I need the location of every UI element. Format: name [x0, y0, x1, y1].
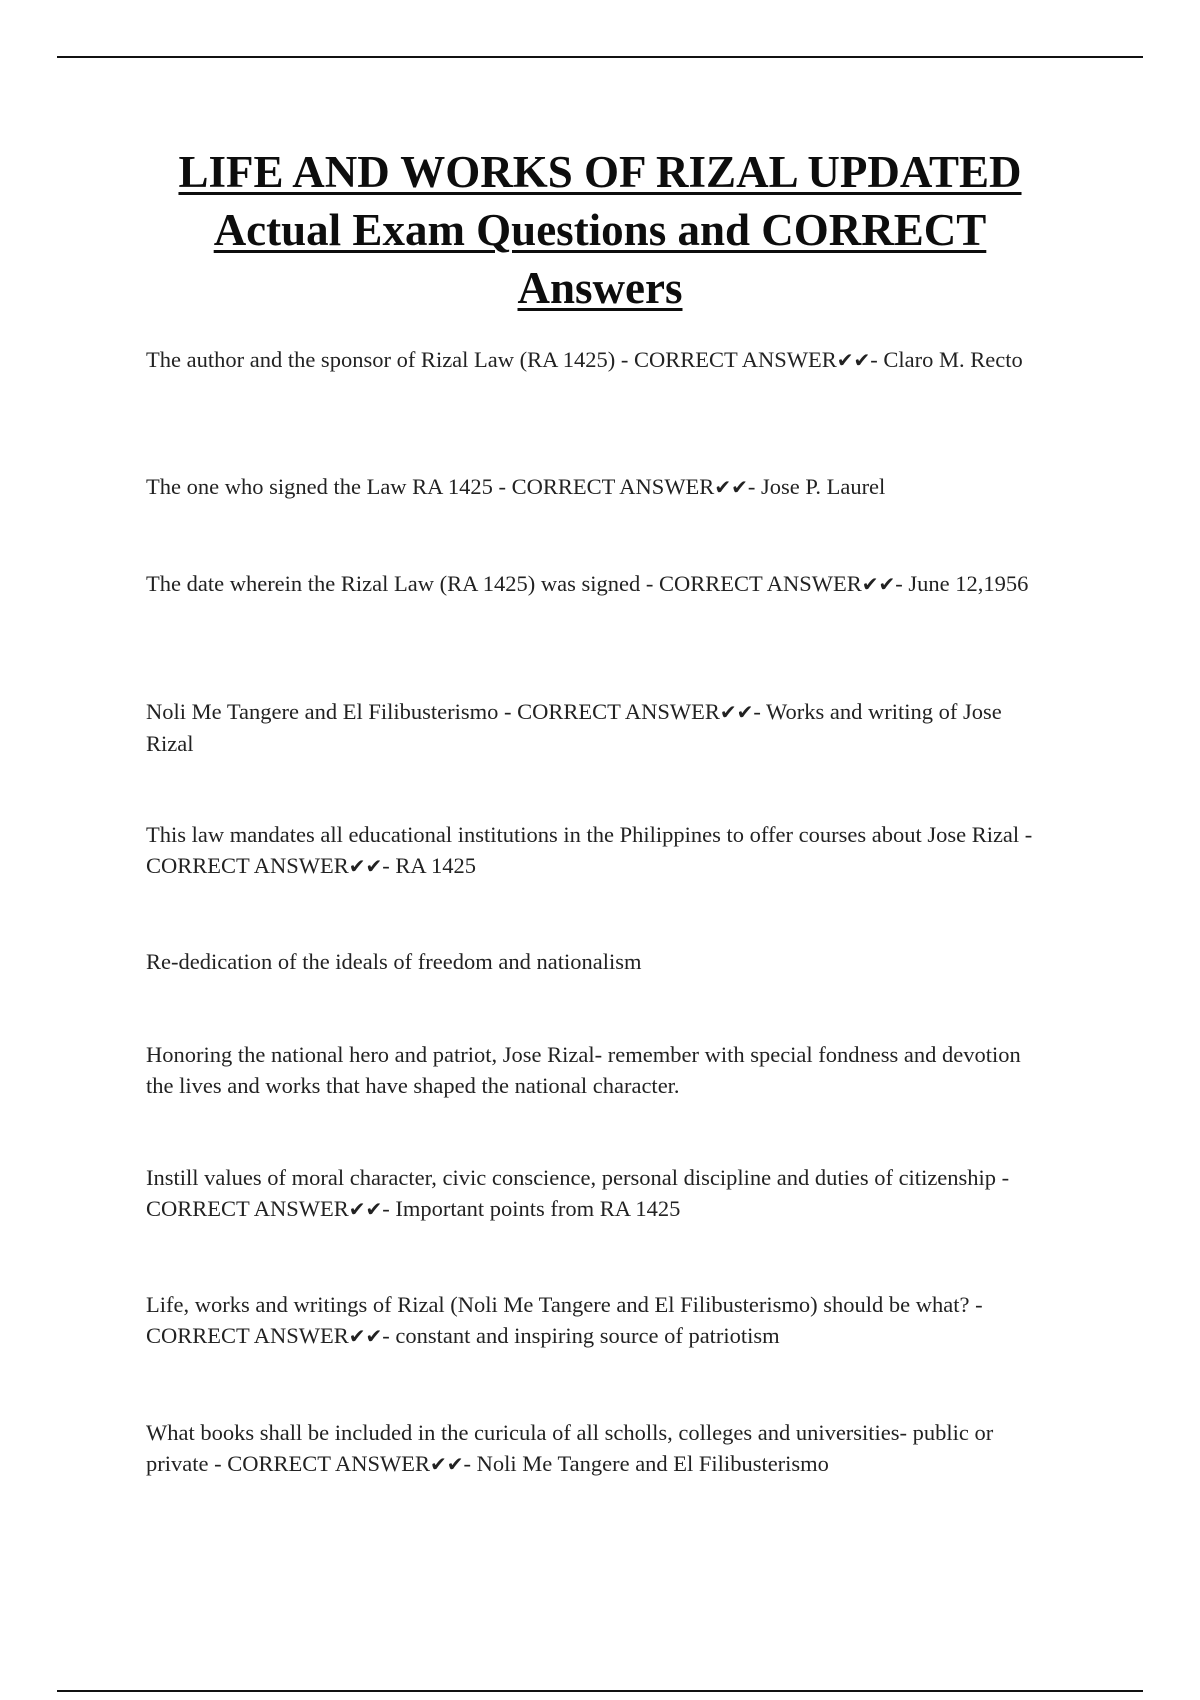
question-text: This law mandates all educational institutions in the Philippines to offer courses about Jose Rizal -: [146, 822, 1033, 847]
answer-text: - constant and inspiring source of patriotism: [382, 1323, 780, 1348]
check-icon: ✔✔: [719, 700, 754, 724]
answer-marker: CORRECT ANSWER: [658, 571, 862, 596]
check-icon: ✔✔: [429, 1452, 464, 1476]
qa-item-5: [146, 819, 1046, 882]
answer-text: - Works and writing of Jose Rizal: [146, 699, 1002, 756]
header-rule: [57, 56, 1143, 58]
answer-text: - Claro M. Recto: [870, 347, 1023, 372]
answer-text: - June 12,1956: [895, 571, 1029, 596]
qa-item-6: [146, 946, 1046, 977]
question-text: Honoring the national hero and patriot, Jose Rizal- remember with special fondness and devotion the lives and works that have shaped the national character.: [146, 1042, 1021, 1098]
question-text: What books shall be included in the curicula of all scholls, colleges and universities- public or private -: [146, 1420, 994, 1476]
check-icon: ✔✔: [348, 854, 383, 878]
answer-marker: CORRECT ANSWER: [146, 1196, 349, 1221]
qa-item-2: [146, 471, 1046, 503]
question-text: Instill values of moral character, civic conscience, personal discipline and duties of citizenship -: [146, 1165, 1010, 1190]
answer-marker: CORRECT ANSWER: [146, 853, 349, 878]
title-line-1: LIFE AND WORKS OF RIZAL UPDATED: [178, 147, 1022, 197]
question-text: The one who signed the Law RA 1425 -: [146, 474, 512, 499]
footer-rule: [57, 1690, 1143, 1692]
qa-item-8: [146, 1162, 1046, 1225]
question-text: Re-dedication of the ideals of freedom and nationalism: [146, 949, 642, 974]
qa-item-9: [146, 1289, 1046, 1352]
title-line-2: Actual Exam Questions and CORRECT: [213, 205, 987, 255]
check-icon: ✔✔: [348, 1324, 383, 1348]
question-text: Life, works and writings of Rizal (Noli Me Tangere and El Filibusterismo) should be what? -: [146, 1292, 983, 1317]
title-line-3: Answers: [517, 263, 683, 313]
answer-text: - RA 1425: [382, 853, 477, 878]
question-text: Noli Me Tangere and El Filibusterismo -: [146, 699, 518, 724]
question-text: The date wherein the Rizal Law (RA 1425) was signed -: [146, 571, 659, 596]
answer-marker: CORRECT ANSWER: [227, 1451, 430, 1476]
answer-marker: CORRECT ANSWER: [511, 474, 715, 499]
answer-marker: CORRECT ANSWER: [517, 699, 720, 724]
check-icon: ✔✔: [714, 475, 748, 499]
document-title: [100, 143, 1100, 317]
check-icon: ✔✔: [861, 572, 896, 596]
answer-text: - Important points from RA 1425: [382, 1196, 681, 1221]
answer-marker: CORRECT ANSWER: [634, 347, 837, 372]
answer-text: - Jose P. Laurel: [747, 474, 886, 499]
answer-text: - Noli Me Tangere and El Filibusterismo: [463, 1451, 829, 1476]
check-icon: ✔✔: [348, 1197, 383, 1221]
qa-item-7: [146, 1039, 1046, 1101]
qa-item-10: [146, 1417, 1046, 1480]
answer-marker: CORRECT ANSWER: [146, 1323, 349, 1348]
qa-item-1: [146, 344, 1046, 376]
qa-item-3: [146, 568, 1046, 600]
question-text: The author and the sponsor of Rizal Law (RA 1425) -: [146, 347, 635, 372]
check-icon: ✔✔: [836, 348, 871, 372]
qa-item-4: [146, 696, 1046, 759]
